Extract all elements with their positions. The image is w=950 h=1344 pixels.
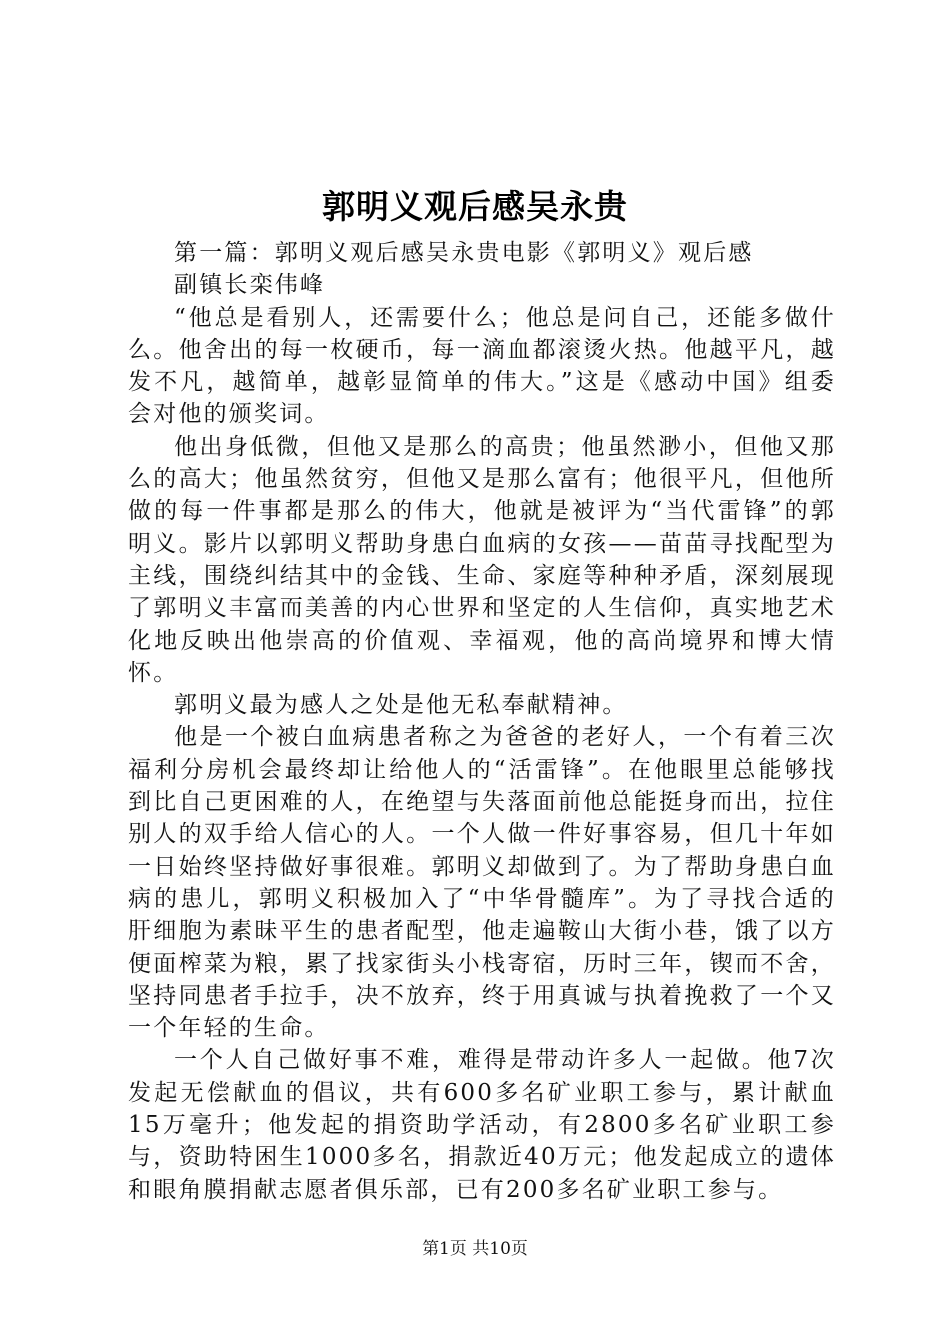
page-number-footer: 第1页 共10页 — [422, 1239, 528, 1259]
document-body — [128, 237, 836, 1206]
paragraph-film-summary: 他出身低微，但他又是那么的高贵；他虽然渺小，但他又那么的高大；他虽然贫穷，但他又是那么富有；他很平凡，但他所做的每一件事都是那么的伟大，他就是被评为“当代雷锋”的郭明义。影片以郭明义帮助身患白血病的女孩——苗苗寻找配型为主线，围绕纠结其中的金钱、生命、家庭等种种矛盾，深刻展现了郭明义丰富而美善的内心世界和坚定的人生信仰，真实地艺术化地反映出他崇高的价值观、幸福观，他的高尚境界和博大情怀。 — [128, 433, 836, 686]
paragraph-author: 副镇长栾伟峰 — [174, 272, 326, 299]
paragraph-good-deeds: 他是一个被白血病患者称之为爸爸的老好人，一个有着三次福利分房机会最终却让给他人的“活雷锋”。在他眼里总能够找到比自己更困难的人，在绝望与失落面前他总能挺身而出，拉住别人的双手给人信心的人。一个人做一件好事容易，但几十年如一日始终坚持做好事很难。郭明义却做到了。为了帮助身患白血病的患儿，郭明义积极加入了“中华骨髓库”。为了寻找合适的肝细胞为素昧平生的患者配型，他走遍鞍山大街小巷，饿了以方便面榨菜为粮，累了找家街头小栈寄宿，历时三年，锲而不舍，坚持同患者手拉手，决不放弃，终于用真诚与执着挽救了一个又一个年轻的生命。 — [128, 724, 836, 1042]
paragraph-heading: 第一篇：郭明义观后感吴永贵电影《郭明义》观后感 — [174, 240, 754, 266]
paragraph-dedication: 郭明义最为感人之处是他无私奉献精神。 — [174, 692, 628, 719]
document-title: 郭明义观后感吴永贵 — [322, 187, 628, 226]
paragraph-award-quote: “他总是看别人，还需要什么；他总是问自己，还能多做什么。他舍出的每一枚硬币，每一滴血都滚烫火热。他越平凡，越发不凡，越简单，越彰显简单的伟大。”这是《感动中国》组委会对他的颁奖词。 — [128, 304, 836, 428]
paragraph-leading-others: 一个人自己做好事不难，难得是带动许多人一起做。他7次发起无偿献血的倡议，共有600多名矿业职工参与，累计献血15万毫升；他发起的捐资助学活动，有2800多名矿业职工参与，资助特困生1000多名，捐款近40万元；他发起成立的遗体和眼角膜捐献志愿者俱乐部，已有200多名矿业职工参与。 — [128, 1047, 836, 1203]
